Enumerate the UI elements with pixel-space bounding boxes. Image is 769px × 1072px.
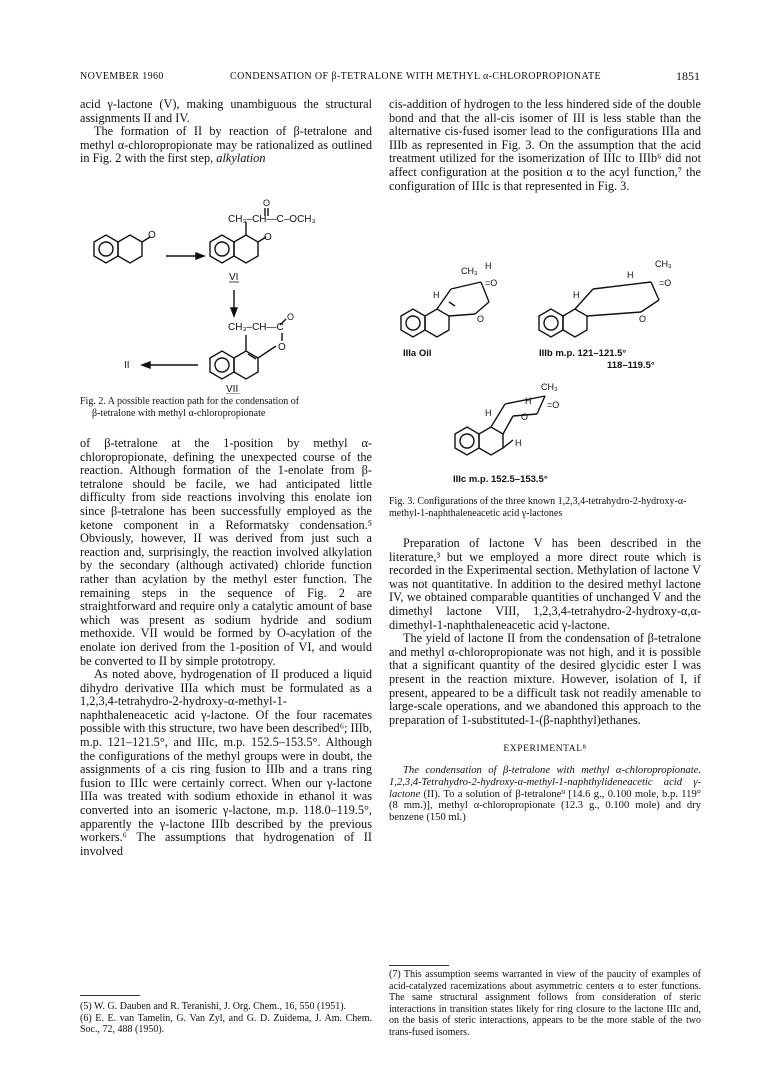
footnote: (5) W. G. Dauben and R. Teranishi, J. Org. Chem., 16, 550 (1951). [80, 1001, 347, 1012]
fig3-caption: Fig. 3. Configurations of the three known 1,2,3,4-tetrahydro-2-hydroxy-α-methyl-1-naphthaleneacetic acid γ-lactones [389, 496, 687, 519]
beta-tetralone-structure [94, 235, 150, 263]
acyl-chain: CH₃–CH—C [228, 322, 284, 333]
iiic-h-top: H [525, 396, 532, 406]
iiia-o: O [477, 314, 485, 324]
footnote-rule [80, 995, 140, 996]
iiic-h: H [485, 408, 492, 418]
iiib-ch3: CH₃ [655, 259, 672, 269]
paragraph: As noted above, hydrogenation of II produced a liquid dihydro derivative IIIa which must be formulated as a 1,2,3,4-tetrahydro-2-hydroxy-α-methyl-1-naphthaleneacetic acid γ-lactone. Of the four racemates possible with this structure, two have been described⁶; IIIb, m.p. 121–121.5°, and IIIc, m.p. 152.5–153.5°. Although the configurations of the methyl groups were in doubt, the assignments of a cis ring fusion to IIIb and a trans ring fusion to IIIc were certainly correct. When our γ-lactone IIIa was treated with sodium ethoxide in ethanol it was converted into an isomeric γ-lactone, m.p. 118.0–119.5°, apparently the γ-lactone IIIb described by the previous workers.⁶ The assumptions that hydrogenation of II involved [80, 667, 372, 858]
vii-ring-oxygen: O [278, 342, 286, 353]
label-vii: VII [226, 384, 239, 394]
section-heading: EXPERIMENTAL⁸ [503, 744, 587, 755]
label-vi: VI [229, 272, 239, 283]
page-number: 1851 [676, 69, 700, 83]
label-iiib: IIIb m.p. 121–121.5° [539, 348, 627, 359]
experimental-italic-lead: The condensation of β-tetralone with methyl α-chloropropionate. 1,2,3,4-Tetrahydro-2-hydroxy-α-methyl-1-naphthylideneacetic acid γ-lactone [389, 764, 701, 800]
arrow-left [142, 362, 198, 368]
footnote: (7) This assumption seems warranted in view of the paucity of examples of acid-catalyzed racemizations about asymmetric centers α to ester functions. The same structural assignment follows from consideration of steric interactions in transition states likely for ring closure to the lactone IIIc and, on the basis of steric interactions, appears to be the more stable of the two trans-fused isomers. [389, 969, 701, 1038]
paragraph: cis-addition of hydrogen to the less hindered side of the double bond and that the all-cis isomer of III is less stable than the alternative cis-fused isomer lead to the configurations IIIa and IIIb as represented in Fig. 3. On the assumption that the acid treatment utilized for the isomerization of IIIc to IIIb⁶ did not affect configuration at the position α to the acyl function,⁷ the configuration of IIIc is that represented in Fig. 3. [389, 97, 701, 193]
compound-iiia-structure [401, 282, 489, 337]
fig2-reaction-scheme [80, 198, 372, 394]
iiia-carbonyl: =O [485, 278, 498, 288]
running-header [80, 71, 700, 87]
italic-term: alkylation [216, 151, 266, 166]
paragraph: acid γ-lactone (V), making unambiguous the structural assignments II and IV. [80, 97, 372, 125]
ester-chain: CH₃–CH—C–OCH₃ [228, 214, 316, 225]
right-column-bottom [389, 537, 701, 824]
compound-iiib-structure [539, 282, 659, 337]
compound-iiic-structure [455, 396, 545, 455]
left-column-top [80, 98, 372, 166]
iiib-o: O [639, 314, 647, 324]
vi-oxygen: O [264, 232, 272, 243]
ester-oxygen: O [263, 198, 271, 208]
footnote-rule [389, 965, 449, 966]
arrow-right [166, 253, 204, 259]
iiic-h-bottom: H [515, 438, 522, 448]
iiic-o: O [521, 412, 529, 422]
label-ii: II [124, 360, 130, 371]
iiic-ch3: CH₃ [541, 382, 558, 392]
label-iiib-alt: 118–119.5° [607, 360, 655, 371]
iiic-carbonyl: =O [547, 400, 560, 410]
paragraph: The formation of II by reaction of β-tetralone and methyl α-chloropropionate may be rationalized as outlined in Fig. 2 with the first step, alkylation [80, 124, 372, 166]
label-iiic: IIIc m.p. 152.5–153.5° [453, 474, 548, 485]
vii-carbonyl-oxygen: O [287, 312, 295, 322]
iiia-h-top: H [485, 261, 492, 271]
paragraph: Preparation of lactone V has been described in the literature,³ but we employed a more direct route which is recorded in the Experimental section. Methylation of lactone V was not quantitative. In addition to the desired methyl lactone IV, we obtained comparable quantities of unchanged V and the dimethyl lactone VIII, 1,2,3,4-tetrahydro-2-hydroxy-α,α-dimethyl-1-naphthaleneacetic acid γ-lactone. [389, 536, 701, 632]
header-date: NOVEMBER 1960 [80, 71, 164, 82]
experimental-text: The condensation of β-tetralone with methyl α-chloropropionate. 1,2,3,4-Tetrahydro-2-hydroxy-α-methyl-1-naphthylideneacetic acid γ-lactone (II). To a solution of β-tetralone⁹ [14.6 g., 0.100 mole, b.p. 119° (8 mm.)], methyl α-chloropropionate (12.3 g., 0.100 mole) and dry benzene (150 ml.) [389, 764, 701, 824]
iiia-ch3: CH₃ [461, 266, 478, 276]
label-iiia: IIIa Oil [403, 348, 432, 359]
iiia-h: H [433, 290, 440, 300]
left-column-bottom [80, 437, 372, 967]
ketone-oxygen: O [148, 230, 156, 241]
arrow-down [231, 290, 237, 316]
footnote: (6) E. E. van Tamelin, G. Van Zyl, and G. D. Zuidema, J. Am. Chem. Soc., 72, 488 (1950). [80, 1012, 372, 1036]
fig3-structures [389, 254, 701, 494]
paragraph: The yield of lactone II from the condensation of β-tetralone and methyl α-chloropropionate was not high, and it is possible that a significant quantity of the desired glycidic ester I was present in the reaction mixture. However, isolation of I, if present, appeared to be a difficult task not readily amenable to large-scale operations, and we abandoned this approach to the preparation of 1-substituted-1-(β-naphthyl)ethanes. [389, 631, 701, 727]
fig2-caption: Fig. 2. A possible reaction path for the condensation of β-tetralone with methyl α-chloropropionate [80, 396, 300, 419]
iiib-carbonyl: =O [659, 278, 672, 288]
iiib-h-top: H [627, 270, 634, 280]
footnotes-left [80, 1001, 372, 1036]
paragraph: of β-tetralone at the 1-position by methyl α-chloropropionate, defining the unexpected course of the reaction. Although formation of the 1-enolate from β-tetralone should be facile, we had anticipated little difficulty from side reactions involving this enolate ion since β-tetralone has been successfully employed as the ketone component in a Reformatsky condensation.⁵ Obviously, however, II was derived from just such a reaction and, surprisingly, the reaction involved alkylation by the secondary (although activated) chloride function rather than acylation by the methyl ester function. The remaining steps in the sequence of Fig. 2 are straightforward and require only a catalytic amount of base which was present as sodium hydride and sodium methoxide. VII would be formed by O-acylation of the enolate ion derived from the 1-position of VI, and would be converted to II by simple prototropy. [80, 437, 372, 668]
right-column-top [389, 98, 701, 193]
footnotes-right [389, 969, 701, 1039]
iiib-h: H [573, 290, 580, 300]
compound-vii-structure [210, 335, 276, 379]
header-title: CONDENSATION OF β-TETRALONE WITH METHYL α-CHLOROPROPIONATE [230, 71, 602, 82]
